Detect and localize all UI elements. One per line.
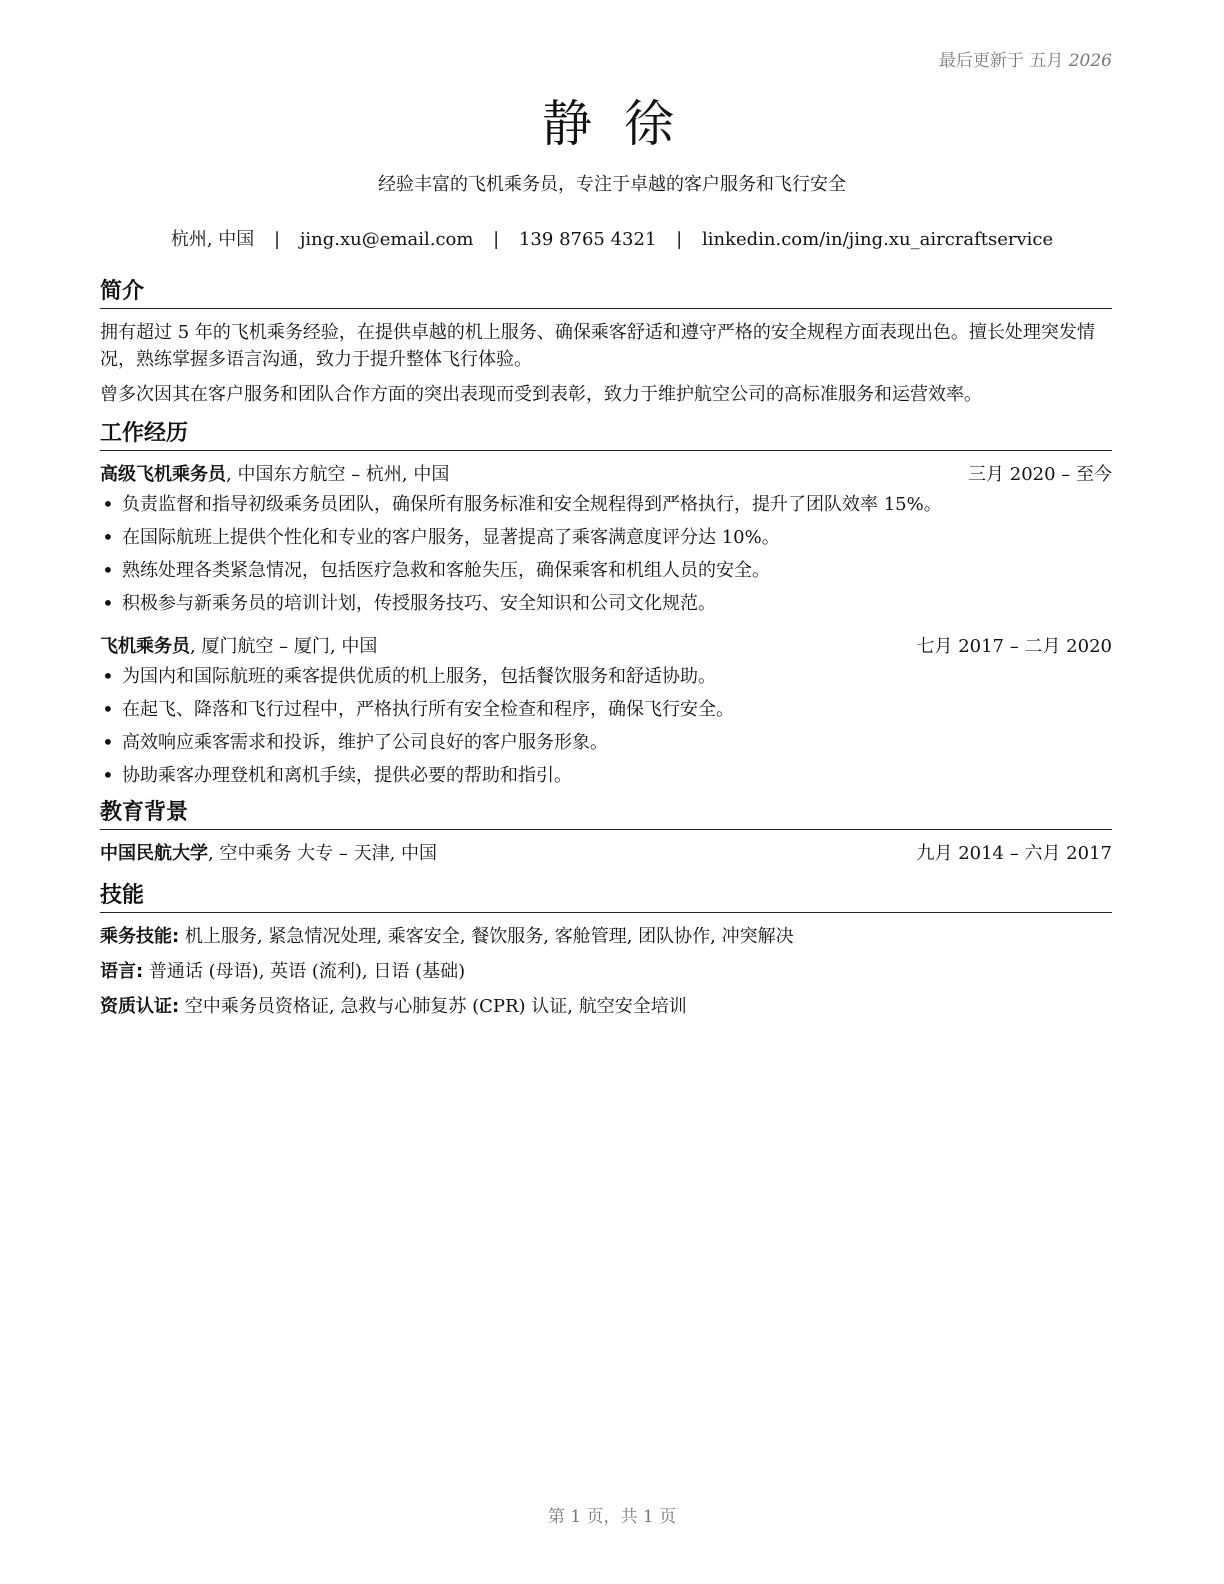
job-bullet: • 在起飞、降落和飞行过程中，严格执行所有安全检查和程序，确保飞行安全。 bbox=[100, 696, 1112, 723]
last-updated bbox=[939, 46, 1112, 71]
skill-row bbox=[100, 993, 1112, 1020]
summary-paragraph: 曾多次因其在客户服务和团队合作方面的突出表现而受到表彰，致力于维护航空公司的高标准服务和运营效率。 bbox=[100, 384, 982, 405]
last-updated-year: 2026 bbox=[1068, 51, 1112, 71]
job-bullet: • 熟练处理各类紧急情况，包括医疗急救和客舱失压，确保乘客和机组人员的安全。 bbox=[100, 557, 1112, 584]
skill-label: 语言: bbox=[100, 961, 144, 982]
education-detail: , 空中乘务 大专 – 天津, 中国 bbox=[208, 843, 438, 864]
job-header bbox=[100, 633, 1112, 661]
job-org: , 厦门航空 – 厦门, 中国 bbox=[190, 636, 378, 657]
skill-row bbox=[100, 923, 1112, 950]
page-number: 第 1 页，共 1 页 bbox=[547, 1507, 677, 1527]
skill-row bbox=[100, 958, 1112, 985]
skill-value: 空中乘务员资格证, 急救与心肺复苏 (CPR) 认证, 航空安全培训 bbox=[179, 996, 687, 1017]
job-title-line bbox=[100, 461, 449, 489]
job-bullet: • 负责监督和指导初级乘务员团队，确保所有服务标准和安全规程得到严格执行，提升了团队效率 15%。 bbox=[100, 491, 1112, 518]
job-bullet: • 在国际航班上提供个性化和专业的客户服务，显著提高了乘客满意度评分达 10%。 bbox=[100, 524, 1112, 551]
section-title-experience: 工作经历 bbox=[100, 420, 1112, 451]
skill-value: 机上服务, 紧急情况处理, 乘客安全, 餐饮服务, 客舱管理, 团队协作, 冲突解决 bbox=[179, 926, 794, 947]
job-entry bbox=[100, 633, 1112, 789]
job-bullet: • 协助乘客办理登机和离机手续，提供必要的帮助和指引。 bbox=[100, 762, 1112, 789]
summary-section bbox=[100, 278, 1112, 408]
job-title-line bbox=[100, 633, 377, 661]
skill-value: 普通话 (母语), 英语 (流利), 日语 (基础) bbox=[143, 961, 466, 982]
summary-paragraph: 拥有超过 5 年的飞机乘务经验，在提供卓越的机上服务、确保乘客舒适和遵守严格的安全规程方面表现出色。擅长处理突发情况，熟练掌握多语言沟通，致力于提升整体飞行体验。 bbox=[100, 322, 1095, 370]
candidate-name: 静 徐 bbox=[542, 95, 682, 153]
section-title-education: 教育背景 bbox=[100, 799, 1112, 830]
resume-body bbox=[100, 278, 1112, 1028]
contact-separator: | bbox=[676, 229, 683, 250]
contact-phone: 139 8765 4321 bbox=[518, 229, 657, 250]
skill-label: 资质认证: bbox=[100, 996, 180, 1017]
education-school: 中国民航大学 bbox=[100, 843, 208, 864]
education-dates: 九月 2014 – 六月 2017 bbox=[916, 843, 1112, 864]
job-role: 飞机乘务员 bbox=[100, 636, 190, 657]
job-bullet: • 为国内和国际航班的乘客提供优质的机上服务，包括餐饮服务和舒适协助。 bbox=[100, 663, 1112, 690]
job-dates: 七月 2017 – 二月 2020 bbox=[916, 636, 1112, 657]
education-title-line bbox=[100, 840, 437, 868]
section-title-skills: 技能 bbox=[100, 882, 1112, 913]
education-section bbox=[100, 799, 1112, 868]
contact-separator: | bbox=[274, 229, 281, 250]
contact-line bbox=[0, 225, 1224, 251]
job-dates: 三月 2020 – 至今 bbox=[968, 464, 1112, 485]
job-bullet: • 积极参与新乘务员的培训计划，传授服务技巧、安全知识和公司文化规范。 bbox=[100, 590, 1112, 617]
job-bullets bbox=[100, 491, 1112, 617]
contact-email[interactable]: jing.xu@email.com bbox=[299, 229, 474, 250]
job-role: 高级飞机乘务员 bbox=[100, 464, 226, 485]
last-updated-prefix: 最后更新于 五月 bbox=[938, 51, 1064, 71]
contact-location: 杭州, 中国 bbox=[170, 229, 255, 250]
job-header bbox=[100, 461, 1112, 489]
job-entry bbox=[100, 461, 1112, 617]
candidate-tagline: 经验丰富的飞机乘务员，专注于卓越的客户服务和飞行安全 bbox=[378, 174, 846, 195]
job-bullets bbox=[100, 663, 1112, 789]
education-entry bbox=[100, 840, 1112, 868]
experience-section bbox=[100, 420, 1112, 789]
section-title-summary: 简介 bbox=[100, 278, 1112, 309]
skill-label: 乘务技能: bbox=[100, 926, 180, 947]
job-org: , 中国东方航空 – 杭州, 中国 bbox=[226, 464, 450, 485]
contact-separator: | bbox=[493, 229, 500, 250]
contact-linkedin[interactable]: linkedin.com/in/jing.xu_aircraftservice bbox=[701, 229, 1054, 250]
job-bullet: • 高效响应乘客需求和投诉，维护了公司良好的客户服务形象。 bbox=[100, 729, 1112, 756]
skills-section bbox=[100, 882, 1112, 1020]
